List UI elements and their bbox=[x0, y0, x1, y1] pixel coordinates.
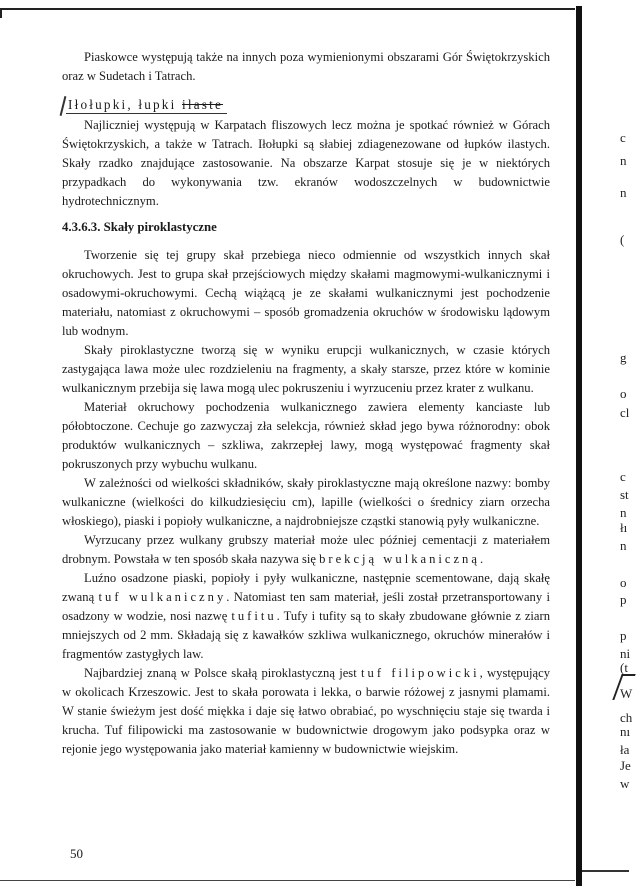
tuff-text-2: . Natomiast ten sam materiał, jeśli został przetransportowany i osadzony w wodzie, nosi nazwę bbox=[62, 590, 551, 623]
tuff-text-1: Luźno osadzone piaski, popioły i pyły wulkaniczne, następnie scementowane, dają skałę zwaną bbox=[62, 571, 550, 604]
margin-fragment: łı bbox=[620, 520, 628, 535]
tuff-text-3: . Tufy i tufity są to skały zbudowane głównie z ziarn mniejszych od 2 mm. Składają się z kawałków szkliwa wulkanicznego, okruchów minerałów i fragmentów zastygłych law. bbox=[62, 609, 550, 661]
margin-fragment: ( bbox=[620, 232, 625, 247]
margin-fragment: c bbox=[620, 469, 626, 484]
margin-fragment: nı bbox=[620, 724, 631, 739]
ilolupki-paragraph: Najliczniej występują w Karpatach fliszowych lecz można je spotkać również w Górach Świętokrzyskich, a także w Tatrach. Iłołupki są słabiej zdiagenezowane od łupków ilastych. Skały rzadko znajdujące zastosowanie. Na obszarze Karpat stosuje się je w niektórych przypadkach do wykonywania tzw. ekranów wodoszczelnych w budownictwie hydrotechnicznym. bbox=[62, 118, 550, 208]
margin-fragment: ch bbox=[620, 710, 633, 725]
margin-fragment: n bbox=[620, 505, 627, 520]
filipowice-text-2: , występujący w okolicach Krzeszowic. Jest to skała porowata i lekka, o barwie różowej z jasnymi plamami. W stanie świeżym jest dość miękka i daje się łatwo obrabiać, po wyschnięciu staje się twarda i krucha. Tuf filipowicki ma zastosowanie w budownictwie drogowym jako podsypka oraz w rejonie jego występowania jako materiał kamienny w budownictwie wiejskim. bbox=[62, 666, 550, 756]
filipowice-text-1: Najbardziej znaną w Polsce skałą piroklastyczną jest bbox=[84, 666, 357, 680]
margin-fragment: g bbox=[620, 350, 627, 365]
margin-fragment: c bbox=[620, 130, 626, 145]
margin-fragment: (t bbox=[620, 660, 628, 675]
term-tuff: tuf wulkaniczny bbox=[98, 590, 227, 604]
margin-fragment: ni bbox=[620, 646, 631, 661]
paragraph-grain-size: W zależności od wielkości składników, skały piroklastyczne mają określone nazwy: bomby wulkaniczne (wielkości do kilkudziesięciu cm), lapille (wielkości o średnicy ziarn orzecha włoskiego), piaski i popioły wulkaniczne, a najdrobniejsze cząstki stanowią pyły wulkaniczne. bbox=[62, 476, 550, 528]
margin-fragment: w bbox=[620, 776, 630, 791]
breccia-text: Wyrzucany przez wulkany grubszy materiał może ulec później cementacji z materiałem drobnym. Powstała w ten sposób skała nazywa się bbox=[62, 533, 550, 566]
margin-fragment: W bbox=[620, 686, 633, 701]
page-body bbox=[62, 48, 550, 759]
margin-fragment: n bbox=[620, 185, 627, 200]
margin-fragment: ła bbox=[620, 742, 630, 757]
paragraph-breccia bbox=[62, 531, 550, 569]
heading-word-1: Iłołupki, bbox=[68, 97, 133, 112]
margin-fragment: o bbox=[620, 575, 627, 590]
term-tuffite: tufitu bbox=[231, 609, 277, 623]
margin-fragment: cl bbox=[620, 405, 630, 420]
scan-edge-spine bbox=[582, 870, 629, 872]
term-filipowice-tuff: tuf filipowicki bbox=[361, 666, 480, 680]
margin-fragment: p bbox=[620, 592, 627, 607]
paragraph-formation: Tworzenie się tej grupy skał przebiega nieco odmiennie od wszystkich innych skał okruchowych. Jest to grupa skał przejściowych między skałami magmowymi-wulkanicznymi i osadowymi-okruchowymi. Cechą wiążącą je ze skałami wulkanicznymi jest pochodzenie materiału, natomiast z okruchowymi – sposób gromadzenia okruchów w środowisku lądowym lub wodnym. bbox=[62, 248, 550, 338]
paragraph-filipowice bbox=[62, 664, 550, 759]
breccia-period: . bbox=[479, 552, 484, 566]
handwritten-heading bbox=[62, 95, 227, 115]
paragraph-material: Materiał okruchowy pochodzenia wulkanicznego zawiera elementy kanciaste lub półobtoczone. Cechuje go zazwyczaj zła selekcja, również skład jego bywa różnorodny: obok produktów wulkanicznych – szkliwa, zakrzepłej lawy, mogą występować fragmenty skał pokruszonych przy wybuchu wulkanu. bbox=[62, 400, 550, 471]
paragraph-tuff bbox=[62, 569, 550, 664]
margin-fragment: p bbox=[620, 628, 627, 643]
scan-corner-mark bbox=[0, 8, 2, 18]
heading-word-3: ilaste bbox=[181, 97, 223, 112]
book-spine-shadow bbox=[576, 6, 582, 886]
scan-edge-bottom bbox=[0, 880, 575, 881]
section-heading: 4.3.6.3. Skały piroklastyczne bbox=[62, 220, 217, 234]
intro-paragraph: Piaskowce występują także na innych poza wymienionymi obszarami Gór Świętokrzyskich oraz w Sudetach i Tatrach. bbox=[62, 50, 550, 83]
term-breccia: brekcją wulkaniczną bbox=[319, 552, 480, 566]
margin-fragment: n bbox=[620, 153, 627, 168]
heading-word-2: łupki bbox=[138, 97, 177, 112]
margin-fragment: st bbox=[620, 487, 629, 502]
page-number: 50 bbox=[70, 846, 83, 861]
paragraph-eruption: Skały piroklastyczne tworzą się w wyniku erupcji wulkanicznych, w czasie których zastygająca lawa może ulec rozdzieleniu na fragmenty, a skały starsze, przez które w kominie wulkanicznym przebija się lawa mogą ulec pokruszeniu i wyrzuceniu przez krater z wulkanu. bbox=[62, 343, 550, 395]
margin-fragment: Je bbox=[620, 758, 631, 773]
margin-fragment: o bbox=[620, 386, 627, 401]
scan-edge-top bbox=[0, 8, 575, 10]
margin-fragment: n bbox=[620, 538, 627, 553]
